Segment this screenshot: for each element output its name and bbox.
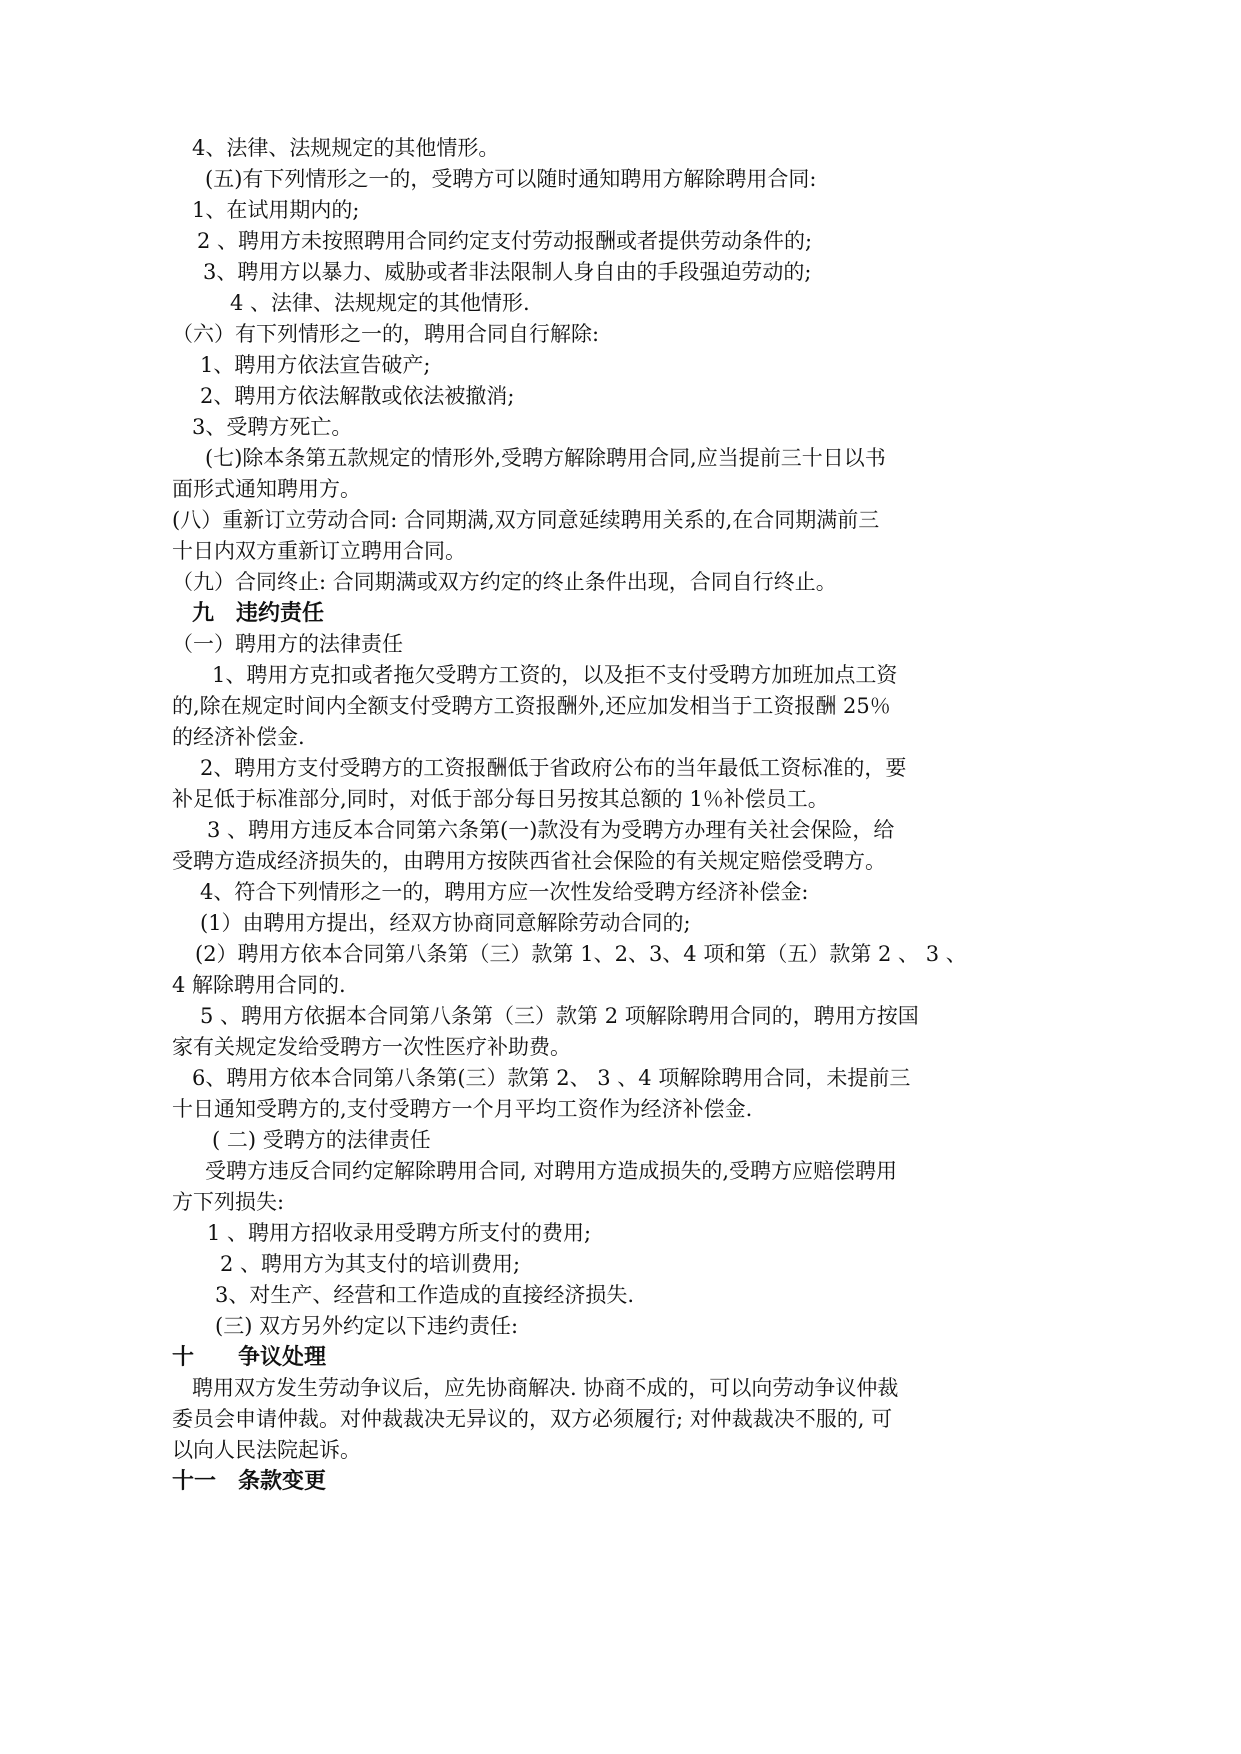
- text-line: (三) 双方另外约定以下违约责任:: [215, 1314, 519, 1338]
- text-line: 4、法律、法规规定的其他情形。: [192, 136, 500, 160]
- text-line: 受聘方造成经济损失的，由聘用方按陕西省社会保险的有关规定赔偿受聘方。: [172, 849, 886, 873]
- text-line: 6、聘用方依本合同第八条第(三）款第 2、 3 、4 项解除聘用合同，未提前三: [192, 1066, 911, 1090]
- text-line: 以向人民法院起诉。: [172, 1438, 361, 1462]
- text-line: 面形式通知聘用方。: [172, 477, 361, 501]
- text-line: 5 、聘用方依据本合同第八条第（三）款第 2 项解除聘用合同的，聘用方按国: [200, 1004, 919, 1028]
- text-line: (八）重新订立劳动合同: 合同期满,双方同意延续聘用关系的,在合同期满前三: [172, 508, 880, 532]
- text-line: (2）聘用方依本合同第八条第（三）款第 1、2、3、4 项和第（五）款第 2 、 3 、: [195, 942, 967, 966]
- text-line: （六）有下列情形之一的，聘用合同自行解除:: [172, 322, 600, 346]
- text-line: 的经济补偿金.: [172, 725, 305, 749]
- text-line: 委员会申请仲裁。对仲裁裁决无异议的，双方必须履行; 对仲裁裁决不服的, 可: [172, 1407, 893, 1431]
- text-line: 1、聘用方依法宣告破产;: [200, 353, 431, 377]
- text-line: 3、聘用方以暴力、威胁或者非法限制人身自由的手段强迫劳动的;: [203, 260, 812, 284]
- text-line: 2 、聘用方未按照聘用合同约定支付劳动报酬或者提供劳动条件的;: [197, 229, 813, 253]
- text-line: （九）合同终止: 合同期满或双方约定的终止条件出现，合同自行终止。: [172, 570, 837, 594]
- text-line: 1 、聘用方招收录用受聘方所支付的费用;: [207, 1221, 592, 1245]
- text-line: 3、受聘方死亡。: [192, 415, 353, 439]
- text-line: 3、对生产、经营和工作造成的直接经济损失.: [215, 1283, 635, 1307]
- text-line: 聘用双方发生劳动争议后，应先协商解决. 协商不成的，可以向劳动争议仲裁: [192, 1376, 899, 1400]
- text-line: 3 、聘用方违反本合同第六条第(一)款没有为受聘方办理有关社会保险，给: [207, 818, 895, 842]
- section-heading: 十 争议处理: [172, 1344, 327, 1370]
- text-line: 4、符合下列情形之一的，聘用方应一次性发给受聘方经济补偿金:: [200, 880, 809, 904]
- text-line: 家有关规定发给受聘方一次性医疗补助费。: [172, 1035, 571, 1059]
- text-line: (1）由聘用方提出，经双方协商同意解除劳动合同的;: [200, 911, 691, 935]
- text-line: 方下列损失:: [172, 1190, 285, 1214]
- text-line: 1、聘用方克扣或者拖欠受聘方工资的，以及拒不支付受聘方加班加点工资: [212, 663, 898, 687]
- text-line: (五)有下列情形之一的，受聘方可以随时通知聘用方解除聘用合同:: [205, 167, 817, 191]
- section-heading: 九 违约责任: [192, 600, 325, 626]
- text-line: ( 二) 受聘方的法律责任: [212, 1128, 431, 1152]
- text-line: 补足低于标准部分,同时，对低于部分每日另按其总额的 1％补偿员工。: [172, 787, 829, 811]
- text-line: 的,除在规定时间内全额支付受聘方工资报酬外,还应加发相当于工资报酬 25％: [172, 694, 891, 718]
- text-line: 2、聘用方支付受聘方的工资报酬低于省政府公布的当年最低工资标准的，要: [200, 756, 907, 780]
- text-line: 2、聘用方依法解散或依法被撤消;: [200, 384, 515, 408]
- text-line: 1、在试用期内的;: [192, 198, 360, 222]
- text-line: 4 解除聘用合同的.: [172, 973, 346, 997]
- text-line: 4 、法律、法规规定的其他情形.: [230, 291, 530, 315]
- text-line: 受聘方违反合同约定解除聘用合同, 对聘用方造成损失的,受聘方应赔偿聘用: [205, 1159, 898, 1183]
- text-line: 2 、聘用方为其支付的培训费用;: [220, 1252, 521, 1276]
- text-line: 十日通知受聘方的,支付受聘方一个月平均工资作为经济补偿金.: [172, 1097, 753, 1121]
- section-heading: 十一 条款变更: [172, 1468, 327, 1494]
- text-line: 十日内双方重新订立聘用合同。: [172, 539, 466, 563]
- text-line: (七)除本条第五款规定的情形外,受聘方解除聘用合同,应当提前三十日以书: [205, 446, 886, 470]
- text-line: （一）聘用方的法律责任: [172, 632, 403, 656]
